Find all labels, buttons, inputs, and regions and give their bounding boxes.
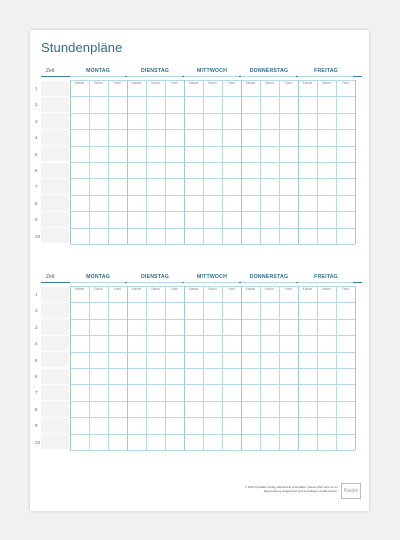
period-number: 6	[35, 374, 38, 379]
column-line	[70, 80, 71, 244]
time-cell[interactable]	[41, 130, 69, 145]
row-line	[70, 302, 355, 303]
time-header: Zeit	[46, 68, 55, 74]
publisher-logo: Raabe	[341, 483, 361, 499]
row-line	[70, 352, 355, 353]
period-number: 4	[35, 341, 38, 347]
day-header: MONTAG	[86, 274, 110, 280]
column-line	[165, 80, 166, 244]
subcolumn-label: Fach	[170, 287, 179, 291]
day-header: DONNERSTAG	[249, 68, 289, 74]
subcolumn-label: Fach	[227, 287, 236, 291]
time-cell[interactable]	[41, 369, 69, 384]
day-divider	[184, 282, 239, 283]
time-cell[interactable]	[41, 228, 69, 243]
column-line	[127, 286, 128, 450]
day-header: MONTAG	[86, 68, 110, 74]
time-cell[interactable]	[41, 336, 69, 351]
time-cell[interactable]	[41, 163, 69, 178]
period-number: 2	[35, 308, 38, 314]
column-line	[146, 80, 147, 244]
subcolumn-label: Raum	[322, 81, 331, 85]
day-divider	[127, 76, 182, 77]
day-divider	[298, 282, 353, 283]
time-cell[interactable]	[41, 212, 69, 227]
row-line	[70, 244, 355, 245]
column-line	[241, 286, 242, 450]
time-cell[interactable]	[41, 81, 69, 96]
time-cell[interactable]	[41, 385, 69, 400]
time-cell[interactable]	[41, 434, 69, 449]
column-line	[336, 286, 337, 450]
subcolumn-label: Klasse	[131, 81, 142, 85]
column-line	[298, 286, 299, 450]
column-line	[165, 286, 166, 450]
period-number: 7	[35, 184, 38, 190]
time-cell[interactable]	[41, 113, 69, 128]
period-number: 8	[35, 200, 38, 206]
day-header: DONNERSTAG	[249, 274, 289, 280]
schedule-table-2	[35, 272, 362, 445]
column-line	[203, 80, 204, 244]
column-line	[279, 80, 280, 244]
subcolumn-label: Raum	[208, 81, 217, 85]
subcolumn-label: Klasse	[302, 287, 313, 291]
schedule-table-1	[35, 66, 362, 239]
day-header: FREITAG	[314, 274, 338, 280]
period-number: 9	[35, 217, 38, 223]
subcolumn-label: Raum	[151, 287, 160, 291]
period-number: 6	[35, 168, 38, 173]
period-number: 3	[35, 324, 38, 330]
column-line	[279, 286, 280, 450]
day-divider	[127, 282, 182, 283]
schedule-grid	[35, 80, 362, 244]
subcolumn-label: Klasse	[302, 81, 313, 85]
column-line	[298, 80, 299, 244]
day-divider	[298, 76, 353, 77]
row-line	[70, 178, 355, 179]
column-line	[108, 80, 109, 244]
subcolumn-label: Raum	[151, 81, 160, 85]
period-number: 10	[35, 233, 41, 239]
row-line	[70, 96, 355, 97]
subcolumn-label: Klasse	[74, 81, 85, 85]
day-header: MITTWOCH	[196, 68, 228, 74]
subcolumn-label: Raum	[265, 81, 274, 85]
subcolumn-label: Fach	[284, 81, 293, 85]
row-line	[70, 401, 355, 402]
time-cell[interactable]	[41, 303, 69, 318]
column-line	[89, 286, 90, 450]
period-number: 5	[35, 357, 38, 363]
subcolumn-label: Fach	[341, 287, 350, 291]
time-cell[interactable]	[41, 146, 69, 161]
period-number: 8	[35, 406, 38, 412]
period-number: 4	[35, 135, 38, 141]
column-line	[146, 286, 147, 450]
row-line	[70, 146, 355, 147]
column-line	[222, 80, 223, 244]
day-divider	[241, 282, 296, 283]
row-line	[70, 434, 355, 435]
subcolumn-label: Fach	[341, 81, 350, 85]
period-number: 5	[35, 151, 38, 157]
day-divider	[70, 282, 125, 283]
schedule-sheet	[30, 30, 369, 511]
column-line	[184, 286, 185, 450]
time-header: Zeit	[46, 274, 55, 280]
subcolumn-label: Raum	[94, 287, 103, 291]
row-line	[70, 113, 355, 114]
column-line	[260, 286, 261, 450]
period-number: 10	[35, 439, 41, 445]
time-cell[interactable]	[41, 319, 69, 334]
time-cell[interactable]	[41, 418, 69, 433]
period-number: 1	[35, 292, 38, 297]
column-line	[317, 286, 318, 450]
subcolumn-label: Raum	[208, 287, 217, 291]
column-line	[127, 80, 128, 244]
period-number: 1	[35, 86, 38, 91]
subcolumn-label: Fach	[284, 287, 293, 291]
column-line	[317, 80, 318, 244]
row-line	[70, 211, 355, 212]
subcolumn-label: Klasse	[74, 287, 85, 291]
period-number: 9	[35, 423, 38, 429]
period-number: 2	[35, 102, 38, 108]
subcolumn-label: Raum	[265, 287, 274, 291]
subcolumn-label: Fach	[227, 81, 236, 85]
row-line	[70, 162, 355, 163]
day-divider	[241, 76, 296, 77]
column-line	[70, 286, 71, 450]
column-line	[184, 80, 185, 244]
schedule-grid	[35, 286, 362, 450]
row-line	[70, 319, 355, 320]
period-number: 7	[35, 390, 38, 396]
time-cell[interactable]	[41, 352, 69, 367]
column-line	[260, 80, 261, 244]
column-line	[89, 80, 90, 244]
day-header: FREITAG	[314, 68, 338, 74]
row-line	[70, 368, 355, 369]
subcolumn-label: Fach	[113, 287, 122, 291]
day-divider	[184, 76, 239, 77]
time-cell[interactable]	[41, 195, 69, 210]
day-header: DIENSTAG	[140, 68, 170, 74]
subcolumn-label: Klasse	[188, 81, 199, 85]
column-line	[222, 286, 223, 450]
subcolumn-label: Klasse	[131, 287, 142, 291]
column-line	[203, 286, 204, 450]
row-line	[70, 129, 355, 130]
row-line	[70, 384, 355, 385]
footer-copyright: © 2016 by Raabe Verlag, alle Rechte vorbehalten. Dieses PDF darf nur zur Eigennutzung ausgedruckt und an Kollegen verteilt werden.	[244, 485, 338, 493]
day-divider	[70, 76, 125, 77]
row-line	[70, 195, 355, 196]
subcolumn-label: Raum	[322, 287, 331, 291]
row-line	[70, 450, 355, 451]
page-title: Stundenpläne	[41, 40, 123, 55]
day-header: MITTWOCH	[196, 274, 228, 280]
period-number: 3	[35, 118, 38, 124]
column-line	[336, 80, 337, 244]
time-cell[interactable]	[41, 401, 69, 416]
column-line	[355, 286, 356, 450]
subcolumn-label: Fach	[170, 81, 179, 85]
subcolumn-label: Fach	[113, 81, 122, 85]
subcolumn-label: Klasse	[245, 81, 256, 85]
row-line	[70, 228, 355, 229]
column-line	[108, 286, 109, 450]
time-cell[interactable]	[41, 287, 69, 302]
subcolumn-label: Raum	[94, 81, 103, 85]
subcolumn-label: Klasse	[188, 287, 199, 291]
column-line	[355, 80, 356, 244]
time-cell[interactable]	[41, 97, 69, 112]
row-line	[70, 335, 355, 336]
time-cell[interactable]	[41, 179, 69, 194]
day-header: DIENSTAG	[140, 274, 170, 280]
subcolumn-label: Klasse	[245, 287, 256, 291]
column-line	[241, 80, 242, 244]
row-line	[70, 417, 355, 418]
